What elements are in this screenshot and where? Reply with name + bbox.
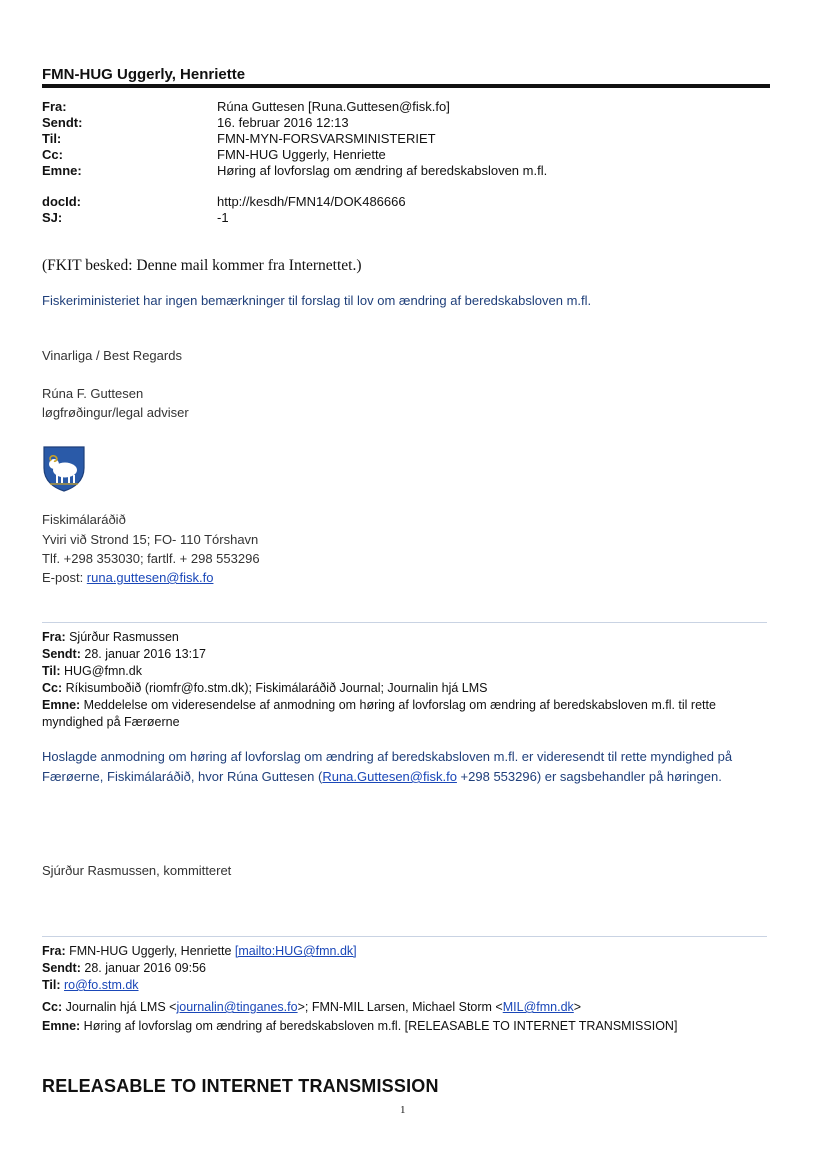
fwd2-cc-link-journalin[interactable]: journalin@tinganes.fo bbox=[176, 1000, 298, 1014]
header-rule bbox=[42, 84, 770, 88]
meta-from-label: Fra: bbox=[42, 99, 67, 114]
fwd1-paragraph-email-link[interactable]: Runa.Guttesen@fisk.fo bbox=[322, 769, 457, 784]
meta-subject-label: Emne: bbox=[42, 163, 82, 178]
meta-to-value: FMN-MYN-FORSVARSMINISTERIET bbox=[217, 131, 436, 146]
meta-sent-value: 16. februar 2016 12:13 bbox=[217, 115, 349, 130]
fwd1-from: Fra: Sjúrður Rasmussen bbox=[42, 630, 179, 644]
fwd2-subject: Emne: Høring af lovforslag om ændring af beredskabsloven m.fl. [RELEASABLE TO INTERNET TRANSMISSION] bbox=[42, 1019, 678, 1033]
fwd2-to: Til: ro@fo.stm.dk bbox=[42, 978, 139, 992]
meta-to-label: Til: bbox=[42, 131, 62, 146]
fwd2-mailto-link[interactable]: [mailto:HUG@fmn.dk] bbox=[234, 944, 357, 958]
signature-phone: Tlf. +298 353030; fartlf. + 298 553296 bbox=[42, 551, 260, 566]
mailbox-owner-name: FMN-HUG Uggerly, Henriette bbox=[42, 66, 246, 83]
meta-subject-value: Høring af lovforslag om ændring af beredskabsloven m.fl. bbox=[217, 163, 548, 178]
fwd1-sent: Sendt: 28. januar 2016 13:17 bbox=[42, 647, 206, 661]
page-number: 1 bbox=[400, 1104, 406, 1116]
signature-email-link[interactable]: runa.guttesen@fisk.fo bbox=[86, 570, 214, 585]
fwd1-closing: Sjúrður Rasmussen, kommitteret bbox=[42, 863, 232, 878]
meta-sj-value: -1 bbox=[217, 210, 229, 225]
separator bbox=[42, 622, 767, 623]
signature-email-line bbox=[42, 568, 213, 588]
fwd2-cc-link-mil[interactable]: MIL@fmn.dk bbox=[502, 1000, 574, 1014]
separator bbox=[42, 936, 767, 937]
meta-from-value: Rúna Guttesen [Runa.Guttesen@fisk.fo] bbox=[217, 99, 450, 114]
fwd2-sent: Sendt: 28. januar 2016 09:56 bbox=[42, 961, 206, 975]
releasable-banner: RELEASABLE TO INTERNET TRANSMISSION bbox=[42, 1076, 439, 1096]
fwd2-cc: Cc: Journalin hjá LMS <journalin@tinganes.fo>; FMN-MIL Larsen, Michael Storm <MIL@fmn.dk> bbox=[42, 1000, 582, 1014]
fwd1-paragraph: Hoslagde anmodning om høring af lovforslag om ændring af beredskabsloven m.fl. er videresendt til rette myndighed på Færøerne, Fiskimálaráðið, hvor Rúna Guttesen (Runa.Guttesen@fisk.fo +298 553296) er sagsbehandler på høringen. bbox=[42, 749, 733, 784]
signature-title: løgfrøðingur/legal adviser bbox=[42, 405, 189, 420]
meta-docid-label: docId: bbox=[42, 194, 81, 209]
message-body: Fiskeriministeriet har ingen bemærkninger til forslag til lov om ændring af beredskabsloven m.fl. bbox=[42, 293, 592, 308]
fwd2-to-link[interactable]: ro@fo.stm.dk bbox=[64, 978, 139, 992]
fwd2-from: Fra: FMN-HUG Uggerly, Henriette [mailto:HUG@fmn.dk] bbox=[42, 944, 357, 958]
fkit-notice: (FKIT besked: Denne mail kommer fra Internettet.) bbox=[42, 257, 362, 274]
signature-email-label: E-post: bbox=[42, 570, 87, 585]
meta-cc-value: FMN-HUG Uggerly, Henriette bbox=[217, 147, 386, 162]
signature-greeting: Vinarliga / Best Regards bbox=[42, 348, 182, 363]
faroe-ram-crest-icon bbox=[40, 444, 88, 492]
signature-address: Yviri við Strond 15; FO- 110 Tórshavn bbox=[42, 532, 259, 547]
meta-sj-label: SJ: bbox=[42, 210, 63, 225]
fwd1-cc: Cc: Ríkisumboðið (riomfr@fo.stm.dk); Fiskimálaráðið Journal; Journalin hjá LMS bbox=[42, 681, 488, 695]
meta-docid-value: http://kesdh/FMN14/DOK486666 bbox=[217, 194, 406, 209]
meta-cc-label: Cc: bbox=[42, 147, 63, 162]
fwd1-subject: Emne: Meddelelse om videresendelse af anmodning om høring af lovforslag om ændring af beredskabsloven m.fl. til rette myndighed på Færøerne bbox=[42, 698, 716, 729]
meta-sent-label: Sendt: bbox=[42, 115, 83, 130]
fwd1-to: Til: HUG@fmn.dk bbox=[42, 664, 142, 678]
signature-org: Fiskimálaráðið bbox=[42, 512, 126, 527]
signature-name: Rúna F. Guttesen bbox=[42, 386, 144, 401]
